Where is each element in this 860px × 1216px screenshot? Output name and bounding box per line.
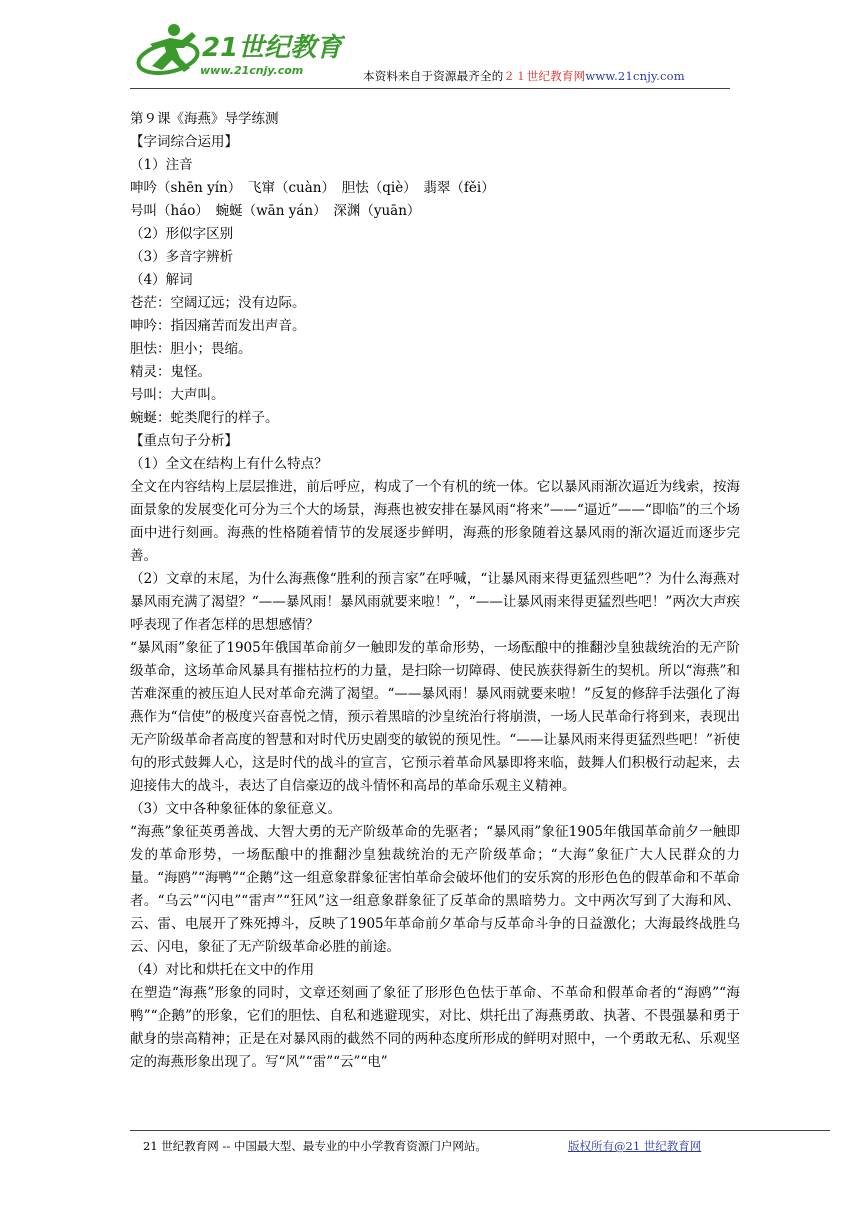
subheading-polyphones: （3）多音字辨析 <box>130 249 234 265</box>
logo-url: www.21cnjy.com <box>200 64 304 77</box>
answer-paragraph: 在塑造“海燕”形象的同时，文章还刻画了象征了形形色色怯于革命、不革命和假革命者的“海鸥”“海鸭”“企鹅”的形象，它们的胆怯、自私和逃避现实，对比、烘托出了海燕勇敢、执著、不畏强暴和勇于献身的崇高精神；正是在对暴风雨的截然不同的两种态度所形成的鲜明对照中，一个勇敢无私、乐观坚定的海燕形象出现了。写“风”“雷”“云”“电” <box>130 985 740 1070</box>
subheading-pinyin: （1）注音 <box>130 157 193 173</box>
subheading-definitions: （4）解词 <box>130 272 193 288</box>
answer-paragraph: “暴风雨”象征了1905年俄国革命前夕一触即发的革命形势，一场酝酿中的推翻沙皇独裁统治的无产阶级革命，这场革命风暴具有摧枯拉朽的力量，是扫除一切障碍、使民族获得新生的契机。所以“海燕”和苦难深重的被压迫人民对革命充满了渴望。“——暴风雨！暴风雨就要来啦！”反复的修辞手法强化了海燕作为“信使”的极度兴奋喜悦之情，预示着黑暗的沙皇统治行将崩溃，一场人民革命行将到来，表现出无产阶级革命者高度的智慧和对时代历史剧变的敏锐的预见性。“——让暴风雨来得更猛烈些吧！”祈使句的形式鼓舞人心，这是时代的战斗的宣言，它预示着革命风暴即将来临，鼓舞人们积极行动起来，去迎接伟大的战斗，表达了自信豪迈的战斗情怀和高昂的革命乐观主义精神。 <box>130 640 740 794</box>
header-divider <box>130 88 730 89</box>
page-header <box>130 18 730 86</box>
lesson-title: 第９课《海燕》导学练测 <box>130 111 279 127</box>
question: （3）文中各种象征体的象征意义。 <box>130 801 342 817</box>
subheading-similar-chars: （2）形似字区别 <box>130 226 234 242</box>
question: （2）文章的末尾，为什么海燕像“胜利的预言家”在呼喊，“让暴风雨来得更猛烈些吧”？为什么海燕对暴风雨充满了渴望？“——暴风雨！暴风雨就要来啦！”，“——让暴风雨来得更猛烈些吧！”两次大声疾呼表现了作者怎样的思想感情？ <box>130 571 740 633</box>
footer-divider <box>130 1130 830 1131</box>
question: （4）对比和烘托在文中的作用 <box>130 962 315 978</box>
question: （1）全文在结构上有什么特点？ <box>130 456 328 472</box>
logo-text: 21世纪教育 <box>202 33 343 63</box>
answer-paragraph: “海燕”象征英勇善战、大智大勇的无产阶级革命的先驱者；“暴风雨”象征1905年俄国革命前夕一触即发的革命形势，一场酝酿中的推翻沙皇独裁统治的无产阶级革命；“大海”象征广大人民群众的力量。“海鸥”“海鸭”“企鹅”这一组意象群象征害怕革命会破坏他们的安乐窝的形形色色的假革命和不革命者。“乌云”“闪电”“雷声”“狂风”这一组意象群象征了反革命的黑暗势力。文中两次写到了大海和风、云、雷、电展开了殊死搏斗，反映了1905年革命前夕革命与反革命斗争的日益激化；大海最终战胜乌云、闪电，象征了无产阶级革命必胜的前途。 <box>130 824 740 955</box>
section-heading-sentences: 【重点句子分析】 <box>130 433 238 449</box>
tagline-prefix: 本资料来自于资源最齐全的 <box>363 69 504 83</box>
definition-line: 呻吟：指因痛苦而发出声音。 <box>130 318 306 334</box>
pinyin-line: 号叫（háo） 蜿蜒（wān yán） 深渊（yuān） <box>130 203 421 219</box>
header-tagline <box>363 68 685 84</box>
tagline-url[interactable]: www.21cnjy.com <box>585 69 685 83</box>
definition-line: 精灵：鬼怪。 <box>130 364 211 380</box>
section-heading-vocab: 【字词综合运用】 <box>130 134 238 150</box>
pinyin-line: 呻吟（shēn yín） 飞窜（cuàn） 胆怯（qiè） 翡翠（fěi） <box>130 180 495 196</box>
site-logo[interactable] <box>130 18 345 86</box>
runner-logo-icon <box>130 18 345 86</box>
copyright-link[interactable]: 版权所有@21 世纪教育网 <box>568 1139 702 1153</box>
definition-line: 苍茫：空阔辽远；没有边际。 <box>130 295 306 311</box>
document-body <box>130 108 740 1074</box>
tagline-site-name[interactable]: ２１世纪教育网 <box>503 69 586 83</box>
definition-line: 蜿蜒：蛇类爬行的样子。 <box>130 410 279 426</box>
footer-text: 21 世纪教育网 -- 中国最大型、最专业的中小学教育资源门户网站。 <box>143 1139 487 1153</box>
definition-line: 号叫：大声叫。 <box>130 387 225 403</box>
answer-paragraph: 全文在内容结构上层层推进，前后呼应，构成了一个有机的统一体。它以暴风雨渐次逼近为线索，按海面景象的发展变化可分为三个大的场景，海燕也被安排在暴风雨“将来”——“逼近”——“即临”的三个场面中进行刻画。海燕的性格随着情节的发展逐步鲜明，海燕的形象随着这暴风雨的渐次逼近而逐步完善。 <box>130 479 740 564</box>
definition-line: 胆怯：胆小；畏缩。 <box>130 341 252 357</box>
